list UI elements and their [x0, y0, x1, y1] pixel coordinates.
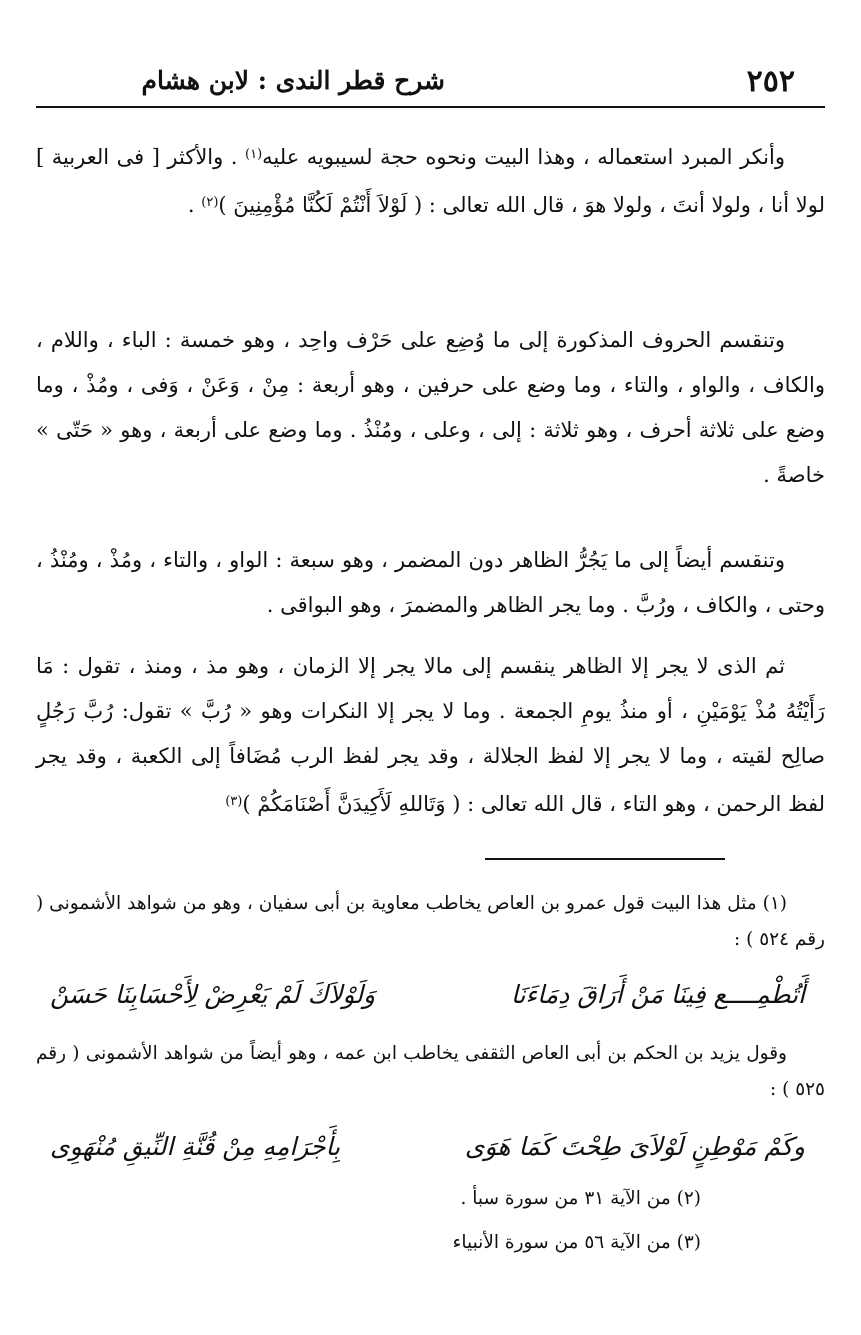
- footnote-1: [36, 886, 825, 958]
- paragraph-1-continuation: . والأكثر [ فى العربية ] لولا أنا ، ولولا أنتَ ، ولولا هوَ ، قال الله تعالى : ( لَوْلاَ أَنْتُمْ لَكُنَّا مُؤْمِنِينَ ): [36, 145, 825, 217]
- footnote-1-text: (١) مثل هذا البيت قول عمرو بن العاص يخاطب معاوية بن أبى سفيان ، وهو من شواهد الأشمونى ( رقم ٥٢٤ ) :: [36, 893, 825, 950]
- verse-2-second-hemistich: بِأَجْرَامِهِ مِنْ قُنَّةِ النِّيقِ مُنْهَوِى: [50, 1132, 341, 1161]
- page-header: [36, 62, 825, 108]
- verse-2-first-hemistich: وكَمْ مَوْطِنٍ لَوْلاَىَ طِحْتَ كَمَا هَوَى: [464, 1132, 805, 1161]
- paragraph-4-text: ثم الذى لا يجر إلا الظاهر ينقسم إلى مالا يجر إلا الزمان ، وهو مذ ، ومنذ ، تقول : مَا رَأَيْتُهُ مُذْ يَوْمَيْنِ ، أو منذُ يومِ الجمعة . وما لا يجر إلا النكرات وهو « رُبَّ » تقول: رُبَّ رَجُلٍ صالِح لقيته ، وما لا يجر إلا لفظ الجلالة ، وقد يجر لفظ الرب مُضَافاً إلى الكعبة ، وقد يجر لفظ الرحمن ، وهو التاء ، قال الله تعالى : ( وَتَاللهِ لَأَكِيدَنَّ أَصْنَامَكُمْ ): [36, 654, 826, 816]
- paragraph-3-text: وتنقسم أيضاً إلى ما يَجُرُّ الظاهر دون المضمر ، وهو سبعة : الواو ، والتاء ، ومُذْ ، ومُنْذُ ، وحتى ، والكاف ، ورُبَّ . وما يجر الظاهر والمضمرَ ، وهو البواقى .: [36, 548, 825, 617]
- verse-1-second-hemistich: وَلَوْلاَكَ لَمْ يَعْرِضْ لِأَحْسَابِنَا حَسَنْ: [50, 980, 376, 1009]
- footnote-1-continuation: [36, 1036, 825, 1108]
- page-number: ٢٥٢: [746, 64, 795, 99]
- paragraph-2: [36, 318, 825, 498]
- running-title: شرح قطر الندى : لابن هشام: [141, 66, 445, 95]
- paragraph-2-text: وتنقسم الحروف المذكورة إلى ما وُضِع على حَرْف واحِد ، وهو خمسة : الباء ، واللام ، والكاف ، والواو ، والتاء ، وما وضع على حرفين ، وهو أربعة : مِنْ ، وَعَنْ ، وَفى ، ومُذْ ، وما وضع على ثلاثة أحرف ، وهو ثلاثة : إلى ، وعلى ، ومُنْذُ . وما وضع على أربعة ، وهو « حَتّى » خاصةً .: [36, 328, 825, 487]
- paragraph-1-text: وأنكر المبرد استعماله ، وهذا البيت ونحوه حجة لسيبويه عليه: [262, 145, 786, 169]
- footnote-1-continuation-text: وقول يزيد بن الحكم بن أبى العاص الثقفى يخاطب ابن عمه ، وهو أيضاً من شواهد الأشمونى ( رقم ٥٢٥ ) :: [36, 1043, 825, 1100]
- footnote-ref-3: (٣): [225, 794, 243, 809]
- verse-1: [36, 980, 825, 1028]
- verse-2: [36, 1132, 825, 1180]
- footnote-separator: [485, 858, 725, 860]
- paragraph-1-end: .: [187, 193, 202, 217]
- footnote-3: (٣) من الآية ٥٦ من سورة الأنبياء: [452, 1232, 701, 1253]
- footnote-ref-2: (٢): [201, 195, 219, 210]
- verse-1-first-hemistich: أَتُطْمِــــع فِينَا مَنْ أَرَاقَ دِمَاءَنَا: [510, 980, 805, 1009]
- paragraph-3: [36, 538, 825, 628]
- footnote-2: (٢) من الآية ٣١ من سورة سبأ .: [460, 1188, 701, 1209]
- paragraph-1: [36, 132, 825, 228]
- footnote-ref-1: (١): [245, 147, 263, 162]
- paragraph-4: [36, 644, 825, 827]
